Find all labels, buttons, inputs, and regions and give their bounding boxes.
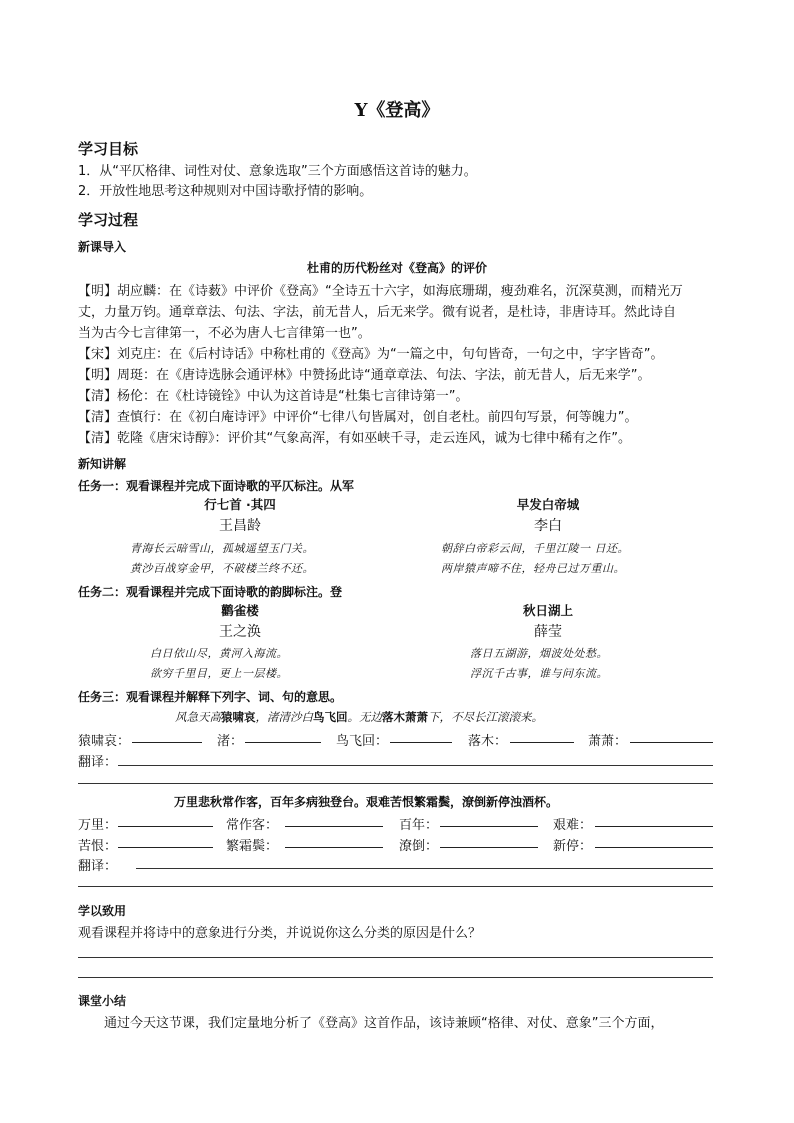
- review-line: 当为古今七言律第一，不必为唐人七言律第一也”。: [78, 326, 371, 341]
- page-title: Y《登高》: [354, 100, 440, 121]
- task1-label: 任务一：观看课程并完成下面诗歌的平仄标注。从军: [78, 479, 355, 493]
- verse-line-2: 万里悲秋常作客，百年多病独登台。艰难苦恨繁霜鬓，潦倒新停浊酒杯。: [174, 795, 559, 809]
- term-jiannan: 艰难：: [553, 818, 593, 833]
- translate-line[interactable]: [78, 783, 713, 784]
- blank-fanshuangbin[interactable]: [285, 835, 383, 848]
- process-heading: 学习过程: [78, 211, 139, 229]
- poem-line: 浮沉千古事，谁与问东流。: [470, 667, 608, 680]
- poem-title: 行七首 ·其四: [204, 497, 276, 512]
- apply-question: 观看课程并将诗中的意象进行分类，并说说你这么分类的原因是什么？: [78, 926, 482, 941]
- term-xiaoxiao: 萧萧：: [588, 734, 628, 749]
- new-knowledge-heading: 新知讲解: [78, 457, 127, 471]
- review-line: 丈，力量万钧。通章章法、句法、字法，前无昔人，后无来学。微有说者，是杜诗，非唐诗耳。然此诗自: [78, 305, 677, 320]
- poem-line: 朝辞白帝彩云间，千里江陵一 日还。: [441, 542, 629, 555]
- review-line: 【清】杨伦：在《杜诗镜铨》中认为这首诗是“杜集七言律诗第一”。: [78, 389, 469, 404]
- term-luomu: 落木：: [468, 734, 508, 749]
- goal-item-2: 2．开放性地思考这种规则对中国诗歌抒情的影响。: [78, 184, 373, 199]
- blank-jiannan[interactable]: [595, 814, 713, 827]
- review-line: 【清】查慎行：在《初白庵诗评》中评价“七律八句皆属对，创自老杜。前四句写景，何等魄力”。: [78, 410, 638, 425]
- poem-title: 秋日湖上: [522, 603, 573, 618]
- poem-author: 王昌龄: [219, 518, 261, 534]
- blank-luomu[interactable]: [510, 730, 574, 743]
- blank-yuanxiaoai[interactable]: [132, 730, 202, 743]
- blank-bainian[interactable]: [440, 814, 538, 827]
- review-line: 【明】周珽：在《唐诗选脉会通评林》中赞扬此诗“通章章法、句法、字法，前无昔人，后无来学”。: [78, 368, 651, 383]
- poem-line: 欲穷千里目，更上一层楼。: [150, 667, 288, 680]
- poem-author: 薛莹: [534, 624, 562, 640]
- term-niaofeihui: 鸟飞回：: [336, 734, 389, 749]
- blank-niaofeihui[interactable]: [390, 730, 452, 743]
- answer-line[interactable]: [78, 977, 713, 978]
- poem-author: 王之涣: [219, 624, 261, 640]
- term-yuanxiaoai: 猿啸哀：: [78, 734, 131, 749]
- translate-line[interactable]: [136, 868, 713, 869]
- task2-label: 任务二：观看课程并完成下面诗歌的韵脚标注。登: [78, 585, 343, 599]
- term-liaodao: 潦倒：: [399, 839, 439, 854]
- blank-wanli[interactable]: [118, 814, 213, 827]
- summary-heading: 课堂小结: [78, 994, 127, 1008]
- intro-heading: 新课导入: [78, 240, 127, 254]
- term-zhu: 渚：: [217, 734, 244, 749]
- goal-item-1: 1．从“平仄格律、词性对仗、意象选取”三个方面感悟这首诗的魅力。: [78, 164, 477, 179]
- blank-xinting[interactable]: [595, 835, 713, 848]
- task3-label: 任务三：观看课程并解释下列字、词、句的意思。: [78, 690, 343, 704]
- poem-line: 青海长云暗雪山，孤城遥望玉门关。: [130, 542, 314, 555]
- blank-liaodao[interactable]: [440, 835, 538, 848]
- term-xinting: 新停：: [553, 839, 593, 854]
- term-kuhen: 苦恨：: [78, 839, 118, 854]
- poem-line: 白日依山尽，黄河入海流。: [150, 647, 288, 660]
- translate-line[interactable]: [118, 765, 713, 766]
- summary-text: 通过今天这节课，我们定量地分析了《登高》这首作品，该诗兼顾“格律、对仗、意象”三个方面，: [104, 1016, 664, 1031]
- blank-kuhen[interactable]: [118, 835, 213, 848]
- review-line: 【明】胡应麟：在《诗薮》中评价《登高》“全诗五十六字，如海底珊瑚，瘦劲难名，沉深莫测，而精光万: [78, 284, 683, 299]
- verse-line-1: 风急天高猿啸哀，渚清沙白鸟飞回。无边落木萧萧下，不尽长江滚滚来。: [175, 710, 543, 724]
- blank-xiaoxiao[interactable]: [630, 730, 713, 743]
- review-line: 【宋】刘克庄：在《后村诗话》中称杜甫的《登高》为“一篇之中，句句皆奇，一句之中，字字皆奇”。: [78, 347, 664, 362]
- poem-title: 鹳雀楼: [221, 603, 259, 618]
- poem-author: 李白: [534, 518, 562, 534]
- answer-line[interactable]: [78, 957, 713, 958]
- blank-zhu[interactable]: [245, 730, 321, 743]
- translate-label: 翻译：: [78, 859, 118, 874]
- translate-label: 翻译：: [78, 755, 118, 770]
- goals-heading: 学习目标: [78, 140, 139, 158]
- translate-line[interactable]: [78, 886, 713, 887]
- term-fanshuangbin: 繁霜鬓：: [226, 839, 279, 854]
- poem-line: 两岸猿声啼不住，轻舟已过万重山。: [441, 562, 625, 575]
- poem-title: 早发白帝城: [516, 497, 580, 512]
- poem-line: 黄沙百战穿金甲，不破楼兰终不还。: [130, 562, 314, 575]
- term-bainian: 百年：: [399, 818, 439, 833]
- review-line: 【清】乾隆《唐宋诗醇》：评价其“气象高浑，有如巫峡千寻，走云连风，诚为七律中稀有之作”。: [78, 431, 631, 446]
- term-changzuoke: 常作客：: [226, 818, 279, 833]
- apply-heading: 学以致用: [78, 904, 127, 918]
- review-title: 杜甫的历代粉丝对《登高》的评价: [306, 261, 487, 275]
- term-wanli: 万里：: [78, 818, 118, 833]
- blank-changzuoke[interactable]: [285, 814, 383, 827]
- poem-line: 落日五湖游，烟波处处愁。: [470, 647, 608, 660]
